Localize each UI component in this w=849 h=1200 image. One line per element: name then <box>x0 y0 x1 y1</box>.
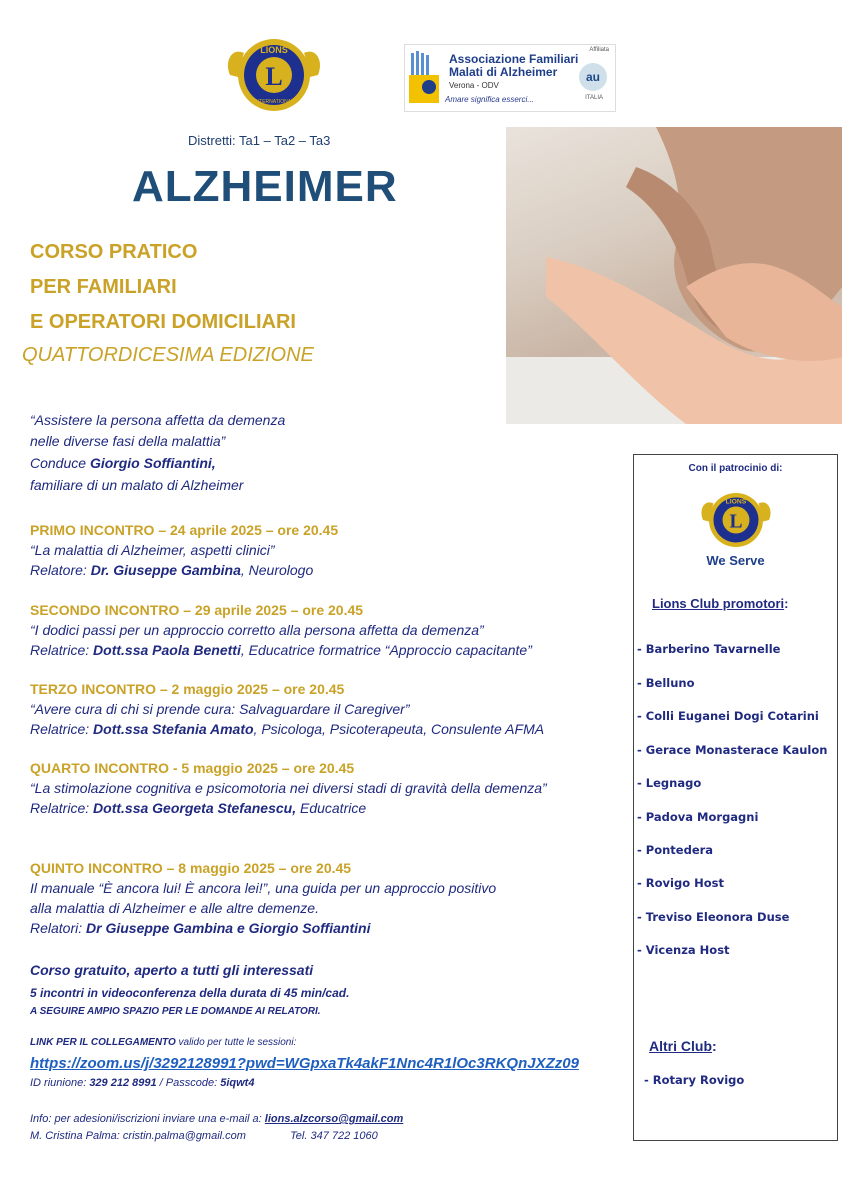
zoom-link[interactable]: https://zoom.us/j/3292128991?pwd=WGpxaTk4akF1Nnc4R1lOc3RKQnJXZz09 <box>30 1055 579 1072</box>
meeting-2-heading: SECONDO INCONTRO – 29 aprile 2025 – ore 20.45 <box>30 602 364 618</box>
patronage-sidebar <box>633 454 838 1141</box>
meeting-4-speaker-label: Relatrice: <box>30 800 94 816</box>
meeting-1-speaker-name: Dr. Giuseppe Gambina <box>90 562 241 578</box>
meeting-1-topic: “La malattia di Alzheimer, aspetti clinici” <box>30 542 275 558</box>
meeting-3-heading: TERZO INCONTRO – 2 maggio 2025 – ore 20.45 <box>30 681 345 697</box>
intro-conduce <box>30 453 216 473</box>
afma-title <box>449 53 578 79</box>
other-clubs-label: Altri Club <box>649 1038 712 1054</box>
meeting-1-heading: PRIMO INCONTRO – 24 aprile 2025 – ore 20.45 <box>30 522 339 538</box>
meeting-4-speaker-name: Dott.ssa Georgeta Stefanescu, <box>93 800 297 816</box>
club-item: - Padova Morgagni <box>637 810 759 824</box>
link-label-rest: valido per tutte le sessioni: <box>175 1037 297 1048</box>
au-badge-top: Affiliata <box>589 47 609 53</box>
meeting-4-speaker <box>30 798 626 818</box>
contact-phone: Tel. 347 722 1060 <box>290 1130 378 1142</box>
club-item: - Legnago <box>637 776 702 790</box>
meeting-id <box>30 1077 254 1089</box>
edition: QUATTORDICESIMA EDIZIONE <box>22 344 314 366</box>
promoters-heading <box>652 596 789 611</box>
meeting-2-speaker-name: Dott.ssa Paola Benetti <box>93 642 241 658</box>
meeting-2-speaker <box>30 640 626 660</box>
club-item: - Gerace Monasterace Kaulon <box>637 743 828 757</box>
meeting-id-value: 329 212 8991 <box>89 1077 157 1089</box>
club-item: - Pontedera <box>637 843 714 857</box>
meeting-1-speaker-role: , Neurologo <box>240 562 314 578</box>
meeting-2-speaker-role: , Educatrice formatrice “Approccio capacitante” <box>240 642 532 658</box>
au-badge: au <box>579 63 607 91</box>
club-item: - Belluno <box>637 676 695 690</box>
we-serve: We Serve <box>706 553 765 568</box>
meeting-5-speaker-label: Relatori: <box>30 920 87 936</box>
intro-conduce-role: familiare di un malato di Alzheimer <box>30 477 244 493</box>
conduce-label: Conduce <box>30 455 90 471</box>
meeting-3 <box>30 679 626 739</box>
afma-mark-icon <box>409 49 443 105</box>
link-label <box>30 1037 296 1048</box>
info-line-2 <box>30 1130 378 1142</box>
meeting-4 <box>30 758 626 818</box>
course-line-3: E OPERATORI DOMICILIARI <box>30 311 296 333</box>
meeting-1-speaker-label: Relatore: <box>30 562 91 578</box>
meeting-3-speaker-name: Dott.ssa Stefania Amato <box>93 721 254 737</box>
lions-logo-text: LIONS <box>260 45 288 55</box>
distretti: Distretti: Ta1 – Ta2 – Ta3 <box>188 133 331 148</box>
intro-quote-1: “Assistere la persona affetta da demenza <box>30 412 286 428</box>
meeting-5-speaker-name: Dr Giuseppe Gambina e Giorgio Soffiantini <box>86 920 371 936</box>
meeting-4-topic: “La stimolazione cognitiva e psicomotoria nei diversi stadi di gravità della demenza” <box>30 780 547 796</box>
club-item: - Barberino Tavarnelle <box>637 642 781 656</box>
page-title: ALZHEIMER <box>132 162 398 211</box>
afma-location: Verona - ODV <box>449 81 499 90</box>
course-line-2: PER FAMILIARI <box>30 276 177 298</box>
club-item: - Rovigo Host <box>637 876 724 890</box>
questions-note: A SEGUIRE AMPIO SPAZIO PER LE DOMANDE AI RELATORI. <box>30 1006 321 1017</box>
afma-motto: Amare significa esserci... <box>445 95 534 104</box>
free-course-note: Corso gratuito, aperto a tutti gli interessati <box>30 962 314 978</box>
other-clubs-heading <box>649 1038 717 1054</box>
meeting-2-topic: “I dodici passi per un approccio corretto alla persona affetta da demenza” <box>30 622 484 638</box>
svg-text:L: L <box>265 62 283 91</box>
meeting-1 <box>30 520 626 580</box>
format-note: 5 incontri in videoconferenza della durata di 45 min/cad. <box>30 986 350 1000</box>
meeting-1-speaker <box>30 560 626 580</box>
afma-title-line1: Associazione Familiari <box>449 52 579 66</box>
club-item: - Colli Euganei Dogi Cotarini <box>637 709 819 723</box>
link-label-bold: LINK PER IL COLLEGAMENTO <box>30 1037 176 1048</box>
meeting-2-speaker-label: Relatrice: <box>30 642 94 658</box>
intro-quote-2: nelle diverse fasi della malattia” <box>30 433 226 449</box>
promoters-label: Lions Club promotori <box>652 596 785 611</box>
meeting-2 <box>30 600 626 660</box>
club-item: - Vicenza Host <box>637 943 730 957</box>
meeting-5-topic-1: Il manuale “È ancora lui! È ancora lei!”, una guida per un approccio positivo <box>30 880 497 896</box>
afma-title-line2: Malati di Alzheimer <box>449 65 558 79</box>
passcode-value: 5iqwt4 <box>220 1077 255 1089</box>
afma-logo <box>404 44 616 112</box>
meeting-4-speaker-role: Educatrice <box>296 800 367 816</box>
meeting-5-heading: QUINTO INCONTRO – 8 maggio 2025 – ore 20.45 <box>30 860 352 876</box>
info-text: Info: per adesioni/iscrizioni inviare una e-mail a: <box>30 1113 265 1125</box>
promoters-colon: : <box>784 596 789 611</box>
contact-name-email: M. Cristina Palma: cristin.palma@gmail.com <box>30 1130 246 1142</box>
svg-text:L: L <box>729 511 743 533</box>
passcode-label: / Passcode: <box>156 1077 221 1089</box>
meeting-3-speaker <box>30 719 626 739</box>
meeting-5-topic-2: alla malattia di Alzheimer e alle altre demenze. <box>30 900 319 916</box>
patronage-label: Con il patrocinio di: <box>688 463 783 474</box>
course-line-1: CORSO PRATICO <box>30 241 198 263</box>
meeting-3-speaker-role: , Psicologa, Psicoterapeuta, Consulente AFMA <box>253 721 545 737</box>
other-club-item: - Rotary Rovigo <box>644 1073 745 1087</box>
au-badge-bottom: ITALIA <box>585 95 603 101</box>
lions-logo-bottom: INTERNATIONAL <box>254 99 294 105</box>
meeting-id-label: ID riunione: <box>30 1077 90 1089</box>
meeting-4-heading: QUARTO INCONTRO - 5 maggio 2025 – ore 20.45 <box>30 760 355 776</box>
conduce-name: Giorgio Soffiantini, <box>89 455 216 471</box>
other-clubs-colon: : <box>712 1038 717 1054</box>
info-email-link[interactable]: lions.alzcorso@gmail.com <box>264 1113 404 1125</box>
hands-photo <box>506 127 842 424</box>
lions-logo-small-text: LIONS <box>725 498 747 506</box>
club-item: - Treviso Eleonora Duse <box>637 910 790 924</box>
lions-logo <box>222 33 326 117</box>
meeting-5-speaker <box>30 918 626 938</box>
info-line-1 <box>30 1113 403 1125</box>
meeting-3-topic: “Avere cura di chi si prende cura: Salvaguardare il Caregiver” <box>30 701 410 717</box>
meeting-5 <box>30 858 626 938</box>
meeting-3-speaker-label: Relatrice: <box>30 721 94 737</box>
